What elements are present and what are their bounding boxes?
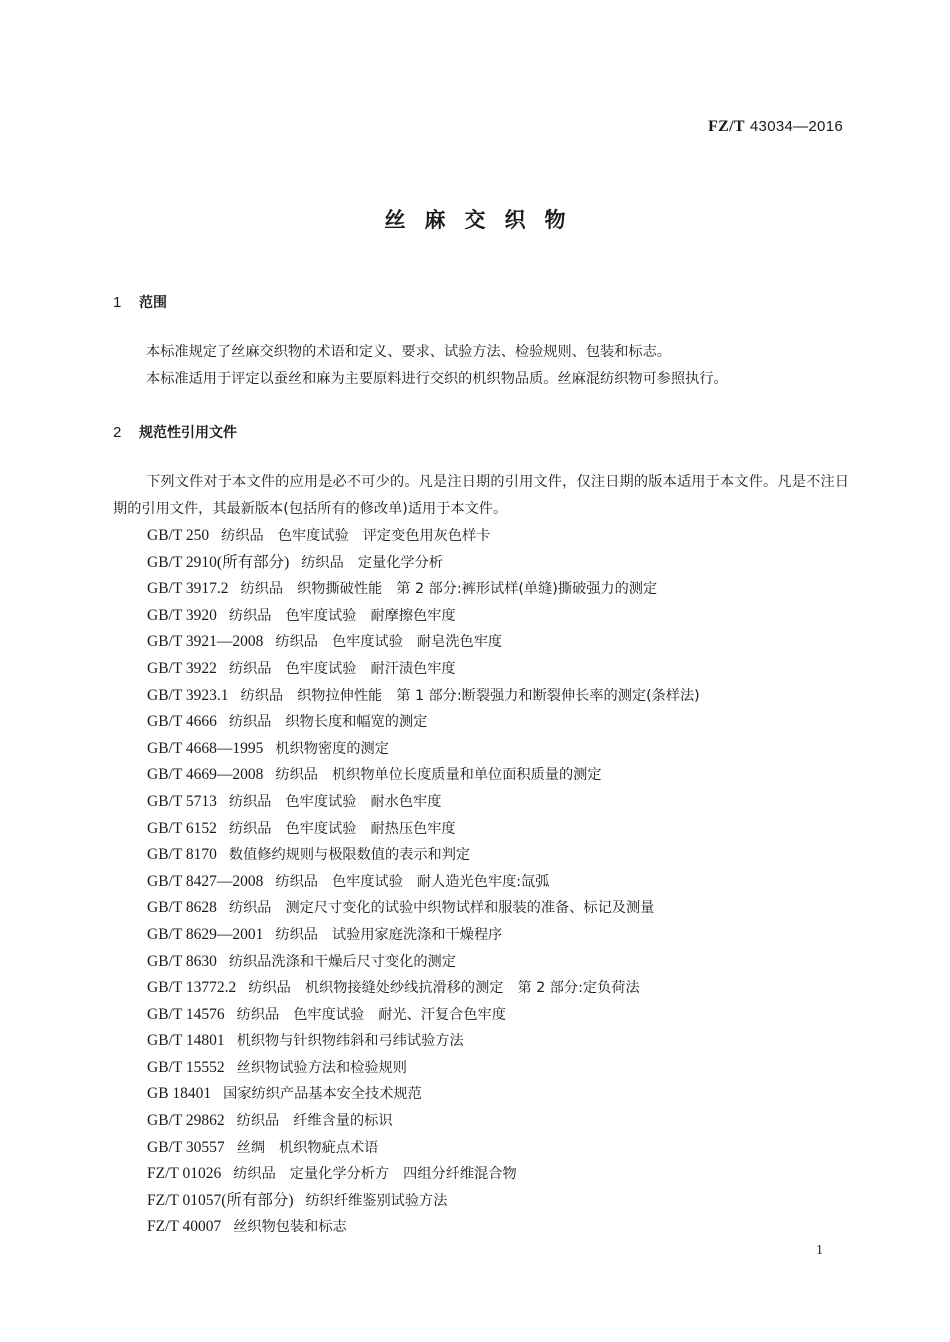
reference-title-part: 第 2 部分:裤形试样(单缝)撕破强力的测定 bbox=[396, 581, 658, 598]
reference-code: GB/T 2910(所有部分) bbox=[147, 553, 290, 571]
reference-title-part: 色牢度试验 bbox=[285, 660, 357, 677]
scope-paragraph-1: 本标准规定了丝麻交织物的术语和定义、要求、试验方法、检验规则、包装和标志。 bbox=[146, 344, 671, 360]
reference-title-part: 色牢度试验 bbox=[331, 634, 403, 651]
reference-title-part: 纺织品洗涤和干燥后尺寸变化的测定 bbox=[228, 953, 456, 970]
reference-title-part: 耐摩擦色牢度 bbox=[370, 607, 456, 624]
reference-title-part: 机织物单位长度质量和单位面积质量的测定 bbox=[331, 767, 602, 784]
reference-title-part: 试验用家庭洗涤和干燥程序 bbox=[331, 926, 503, 943]
reference-title-part: 耐热压色牢度 bbox=[370, 820, 456, 837]
reference-code: GB/T 250 bbox=[147, 527, 210, 544]
reference-code: FZ/T 01026 bbox=[147, 1165, 222, 1183]
reference-title-part: 耐光、汗复合色牢度 bbox=[378, 1006, 506, 1023]
reference-title-part: 国家纺织产品基本安全技术规范 bbox=[223, 1086, 422, 1103]
reference-title-part: 耐皂洗色牢度 bbox=[416, 634, 503, 651]
reference-title-part: 丝绸 bbox=[236, 1139, 266, 1156]
reference-title-part: 纺织品 bbox=[228, 793, 272, 810]
reference-item bbox=[147, 975, 714, 1002]
reference-title-part: 纺织品 bbox=[301, 554, 344, 571]
reference-title-part: 色牢度试验 bbox=[293, 1006, 365, 1023]
reference-item bbox=[147, 1188, 714, 1215]
reference-title-part: 丝织物试验方法和检验规则 bbox=[236, 1059, 407, 1076]
reference-item bbox=[147, 1161, 714, 1188]
reference-title-part: 色牢度试验 bbox=[277, 528, 349, 544]
reference-title-part: 纺织品 bbox=[228, 714, 272, 731]
reference-title-part: 纺织品 bbox=[275, 873, 318, 890]
reference-title-part: 机织物疵点术语 bbox=[279, 1139, 379, 1156]
reference-title-part: 第 1 部分:断裂强力和断裂伸长率的测定(条样法) bbox=[396, 687, 700, 704]
standard-prefix: FZ/T bbox=[708, 118, 745, 135]
reference-title-part: 测定尺寸变化的试验中织物试样和服装的准备、标记及测量 bbox=[285, 900, 655, 917]
reference-code: GB/T 3922 bbox=[147, 659, 217, 677]
reference-title-part: 机织物与针织物纬斜和弓纬试验方法 bbox=[236, 1033, 464, 1050]
reference-item bbox=[147, 1135, 714, 1162]
reference-title-part: 评定变色用灰色样卡 bbox=[362, 528, 491, 544]
reference-title-part: 定量化学分析方 bbox=[289, 1166, 390, 1183]
reference-title-part: 第 2 部分:定负荷法 bbox=[517, 980, 640, 997]
reference-item bbox=[147, 949, 714, 976]
reference-item bbox=[147, 869, 714, 896]
reference-title-part: 纺织品 bbox=[275, 926, 318, 943]
reference-title-part: 色牢度试验 bbox=[331, 873, 403, 890]
reference-title-part: 耐人造光色牢度:氙弧 bbox=[416, 873, 550, 890]
reference-code: GB/T 4668—1995 bbox=[147, 739, 264, 757]
reference-code: GB/T 3923.1 bbox=[147, 686, 229, 704]
reference-item bbox=[147, 656, 714, 683]
reference-title-part: 织物长度和幅宽的测定 bbox=[285, 714, 428, 731]
reference-code: GB 18401 bbox=[147, 1085, 212, 1103]
reference-code: GB/T 6152 bbox=[147, 819, 217, 837]
reference-item bbox=[147, 603, 714, 630]
reference-title-part: 纺织品 bbox=[221, 528, 264, 544]
reference-title-part: 纺织品 bbox=[236, 1113, 280, 1130]
reference-code: FZ/T 40007 bbox=[147, 1218, 222, 1236]
reference-code: GB/T 13772.2 bbox=[147, 979, 237, 997]
section-title: 范围 bbox=[139, 295, 167, 311]
reference-title-part: 纺织品 bbox=[236, 1006, 280, 1023]
reference-title-part: 纺织品 bbox=[275, 634, 318, 651]
reference-code: GB/T 14801 bbox=[147, 1032, 225, 1050]
reference-item bbox=[147, 762, 714, 789]
section-2-heading bbox=[113, 422, 237, 442]
reference-item bbox=[147, 1214, 714, 1241]
reference-title-part: 机织物接缝处纱线抗滑移的测定 bbox=[304, 980, 504, 997]
reference-code: GB/T 8629—2001 bbox=[147, 925, 264, 943]
reference-code: GB/T 4669—2008 bbox=[147, 766, 264, 784]
reference-item bbox=[147, 1108, 714, 1135]
reference-title-part: 纺织纤维鉴别试验方法 bbox=[305, 1192, 448, 1209]
reference-title-part: 织物撕破性能 bbox=[297, 581, 383, 598]
standard-number bbox=[0, 117, 843, 136]
reference-code: FZ/T 01057(所有部分) bbox=[147, 1191, 294, 1209]
reference-code: GB/T 15552 bbox=[147, 1058, 225, 1076]
reference-item bbox=[147, 789, 714, 816]
reference-list bbox=[147, 523, 714, 1241]
reference-code: GB/T 5713 bbox=[147, 792, 217, 810]
reference-title-part: 丝织物包装和标志 bbox=[233, 1219, 347, 1236]
reference-item bbox=[147, 550, 714, 577]
reference-code: GB/T 3921—2008 bbox=[147, 633, 264, 651]
reference-code: GB/T 8427—2008 bbox=[147, 872, 264, 890]
reference-code: GB/T 8628 bbox=[147, 899, 217, 917]
section-title: 规范性引用文件 bbox=[139, 425, 237, 441]
reference-code: GB/T 4666 bbox=[147, 713, 217, 731]
page-number: 1 bbox=[816, 1243, 823, 1258]
reference-title-part: 机织物密度的测定 bbox=[275, 740, 389, 757]
reference-item bbox=[147, 1028, 714, 1055]
reference-title-part: 织物拉伸性能 bbox=[297, 687, 383, 704]
section-1-heading bbox=[113, 292, 167, 312]
reference-code: GB/T 14576 bbox=[147, 1005, 225, 1023]
reference-code: GB/T 3917.2 bbox=[147, 580, 229, 598]
reference-item bbox=[147, 576, 714, 603]
document-title: 丝麻交织物 bbox=[384, 208, 585, 232]
reference-item bbox=[147, 842, 714, 869]
reference-title-part: 纺织品 bbox=[228, 900, 272, 917]
reference-title-part: 四组分纤维混合物 bbox=[403, 1166, 517, 1183]
reference-code: GB/T 29862 bbox=[147, 1112, 225, 1130]
reference-title-part: 耐汗渍色牢度 bbox=[370, 660, 456, 677]
reference-title-part: 纺织品 bbox=[240, 687, 284, 704]
reference-title-part: 色牢度试验 bbox=[285, 820, 357, 837]
reference-title-part: 数值修约规则与极限数值的表示和判定 bbox=[228, 847, 471, 864]
reference-item bbox=[147, 895, 714, 922]
reference-code: GB/T 8630 bbox=[147, 952, 217, 970]
reference-title-part: 色牢度试验 bbox=[285, 793, 357, 810]
reference-item bbox=[147, 1055, 714, 1082]
section-number: 1 bbox=[113, 294, 122, 311]
reference-code: GB/T 8170 bbox=[147, 846, 217, 864]
reference-title-part: 纤维含量的标识 bbox=[293, 1113, 393, 1130]
reference-title-part: 纺织品 bbox=[228, 607, 272, 624]
reference-item bbox=[147, 736, 714, 763]
reference-title-part: 纺织品 bbox=[228, 660, 272, 677]
reference-title-part: 耐水色牢度 bbox=[370, 793, 442, 810]
reference-item bbox=[147, 816, 714, 843]
reference-item bbox=[147, 709, 714, 736]
reference-title-part: 纺织品 bbox=[233, 1166, 276, 1183]
section-number: 2 bbox=[113, 424, 122, 441]
reference-title-part: 定量化学分析 bbox=[357, 554, 443, 571]
reference-item bbox=[147, 1081, 714, 1108]
scope-paragraph-2: 本标准适用于评定以蚕丝和麻为主要原料进行交织的机织物品质。丝麻混纺织物可参照执行。 bbox=[146, 371, 728, 387]
reference-title-part: 色牢度试验 bbox=[285, 607, 357, 624]
reference-title-part: 纺织品 bbox=[240, 581, 284, 598]
reference-item bbox=[147, 523, 714, 550]
reference-item bbox=[147, 683, 714, 710]
reference-item bbox=[147, 1002, 714, 1029]
reference-title-part: 纺织品 bbox=[248, 980, 291, 997]
normative-references-intro: 下列文件对于本文件的应用是必不可少的。凡是注日期的引用文件，仅注日期的版本适用于本文件。凡是不注日期的引用文件，其最新版本(包括所有的修改单)适用于本文件。 bbox=[113, 474, 849, 517]
standard-code: 43034—2016 bbox=[749, 118, 843, 135]
reference-item bbox=[147, 922, 714, 949]
reference-title-part: 纺织品 bbox=[228, 820, 272, 837]
reference-code: GB/T 30557 bbox=[147, 1138, 225, 1156]
reference-item bbox=[147, 629, 714, 656]
reference-code: GB/T 3920 bbox=[147, 606, 217, 624]
reference-title-part: 纺织品 bbox=[275, 767, 318, 784]
